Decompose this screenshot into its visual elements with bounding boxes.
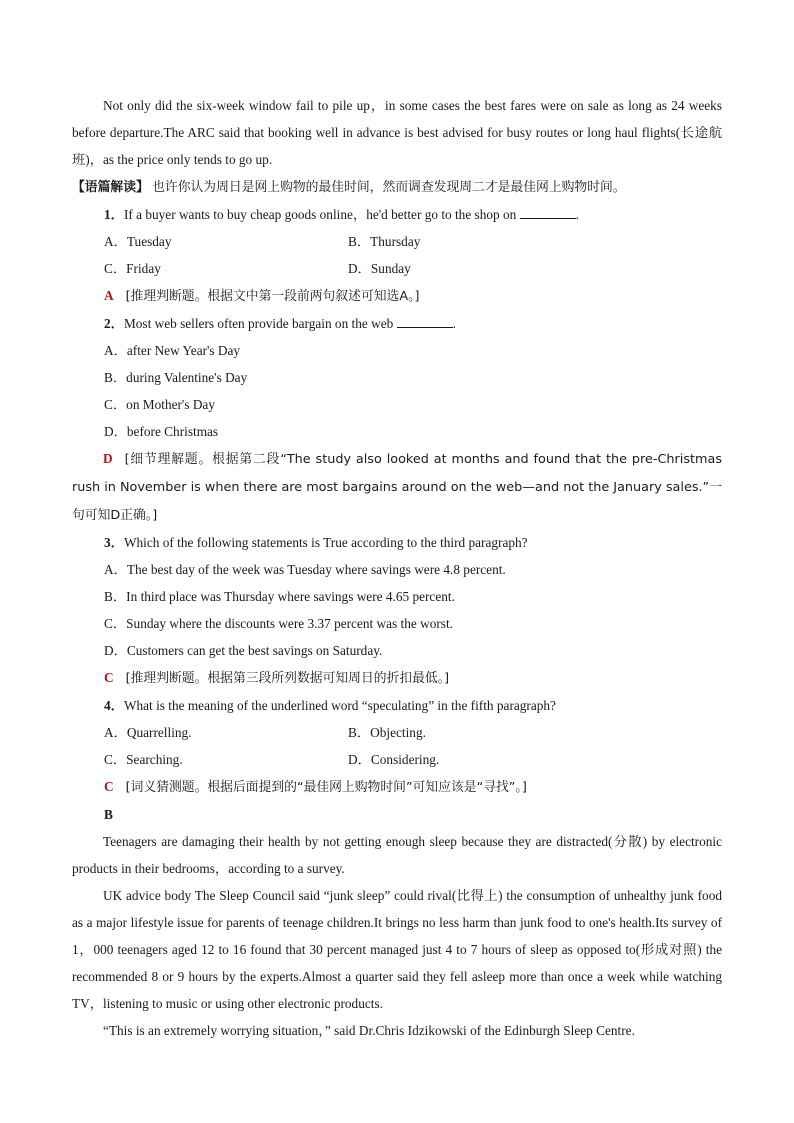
option: C．Friday [104, 261, 161, 276]
option: B．In third place was Thursday where savings were 4.65 percent. [104, 589, 455, 604]
option: D．before Christmas [104, 424, 219, 439]
answer-letter: D [103, 451, 113, 466]
option: C．Searching. [104, 752, 183, 767]
option: B．Objecting. [348, 725, 426, 740]
analysis-text: 也许你认为周日是网上购物的最佳时间，然而调查发现周二才是最佳网上购物时间。 [152, 180, 626, 195]
passage-a-tail: Not only did the six-week window fail to pile up，in some cases the best fares were on sale as long as 24 weeks before departure.The ARC said that booking well in advance is best advised for busy routes or long haul flights(长途航班)，as the price only tends to go up. [72, 98, 722, 167]
question-4-stem: 4．What is the meaning of the underlined word “speculating” in the fifth paragraph? [104, 698, 556, 713]
option: B．during Valentine's Day [104, 370, 248, 385]
question-4-options-row-2 [72, 746, 722, 773]
answer-letter: A [104, 288, 114, 303]
question-1-answer [72, 282, 722, 310]
question-1-options-row-2 [72, 255, 722, 282]
analysis-paragraph [72, 173, 722, 201]
option: C．Sunday where the discounts were 3.37 percent was the worst. [104, 616, 453, 631]
passage-b-paragraph-2: UK advice body The Sleep Council said “junk sleep” could rival(比得上) the consumption of unhealthy junk food as a major lifestyle issue for parents of teenage children.It brings no less harm than junk food to one's health.Its survey of 1，000 teenagers aged 12 to 16 found that 30 percent managed just 4 to 7 hours of sleep as opposed to(形成对照) the recommended 8 or 9 hours by the experts.Almost a quarter said they fell asleep more than once a week while watching TV，listening to music or using other electronic products. [72, 888, 722, 1011]
section-b-label: B [104, 807, 113, 822]
option: C．on Mother's Day [104, 397, 215, 412]
option: A．The best day of the week was Tuesday where savings were 4.8 percent. [104, 562, 506, 577]
passage-b-paragraph-3: “This is an extremely worrying situation，” said Dr.Chris Idzikowski of the Edinburgh Sleep Centre. [103, 1023, 635, 1038]
question-2-stem: 2．Most web sellers often provide bargain on the web . [104, 316, 456, 331]
answer-explanation: [细节理解题。根据第二段“The study also looked at months and found that the pre-Christmas rush in November is when there are most bargains around on the web—and not the January sales.”一句可知D正确。] [72, 452, 722, 523]
answer-letter: C [104, 670, 114, 685]
option: A．after New Year's Day [104, 343, 241, 358]
answer-explanation: [词义猜测题。根据后面提到的“最佳网上购物时间”可知应该是“寻找”。] [125, 780, 527, 795]
question-4-options-row-1 [72, 719, 722, 746]
document-page [72, 92, 722, 1044]
question-3-answer [72, 664, 722, 692]
answer-blank [520, 206, 576, 219]
option: A．Tuesday [104, 234, 172, 249]
question-1-options-row-1 [72, 228, 722, 255]
question-2-answer [72, 445, 722, 529]
option: D．Customers can get the best savings on Saturday. [104, 643, 383, 658]
analysis-heading: 【语篇解读】 [72, 180, 149, 195]
question-3-stem: 3．Which of the following statements is True according to the third paragraph? [104, 535, 528, 550]
answer-letter: C [104, 779, 114, 794]
answer-blank [397, 315, 453, 328]
passage-b-paragraph-1: Teenagers are damaging their health by not getting enough sleep because they are distracted(分散) by electronic products in their bedrooms，according to a survey. [72, 834, 722, 876]
answer-explanation: [推理判断题。根据文中第一段前两句叙述可知选A。] [125, 289, 420, 304]
option: B．Thursday [348, 234, 421, 249]
answer-explanation: [推理判断题。根据第三段所列数据可知周日的折扣最低。] [125, 671, 450, 686]
option: D．Sunday [348, 261, 411, 276]
question-4-answer [72, 773, 722, 801]
option: D．Considering. [348, 752, 440, 767]
question-1-stem: 1．If a buyer wants to buy cheap goods online，he'd better go to the shop on . [104, 207, 579, 222]
option: A．Quarrelling. [104, 725, 192, 740]
